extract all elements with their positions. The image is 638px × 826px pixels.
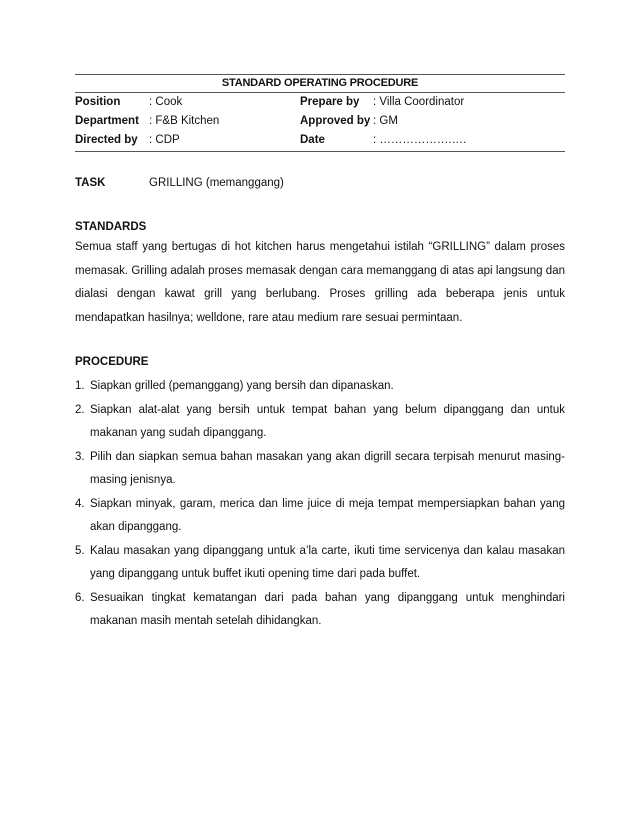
date-label: Date bbox=[300, 134, 325, 146]
step-text: Siapkan alat-alat yang bersih untuk tempat bahan yang belum dipanggang dan untuk makanan yang sudah dipanggang. bbox=[90, 403, 565, 439]
prepare-by-value: : Villa Coordinator bbox=[373, 96, 465, 108]
step-number: 6. bbox=[75, 591, 85, 604]
step-text: Kalau masakan yang dipanggang untuk a’la carte, ikuti time servicenya dan kalau masakan yang dipanggang untuk buffet ikuti opening time dari pada buffet. bbox=[90, 544, 565, 580]
procedure-step bbox=[75, 446, 565, 493]
task-value: GRILLING (memanggang) bbox=[149, 177, 284, 189]
title-rule bbox=[75, 92, 565, 93]
top-rule bbox=[75, 74, 565, 75]
approved-by-label: Approved by bbox=[300, 115, 371, 127]
directed-by-value: : CDP bbox=[149, 134, 180, 146]
procedure-step bbox=[75, 493, 565, 540]
position-label: Position bbox=[75, 96, 121, 108]
approved-by-value: : GM bbox=[373, 115, 398, 127]
step-number: 2. bbox=[75, 403, 85, 416]
procedure-step bbox=[75, 399, 565, 446]
step-text: Pilih dan siapkan semua bahan masakan yang akan digrill secara terpisah menurut masing-masing jenisnya. bbox=[90, 450, 565, 486]
department-value: : F&B Kitchen bbox=[149, 115, 220, 127]
procedure-step bbox=[75, 540, 565, 587]
step-text: Siapkan grilled (pemanggang) yang bersih dan dipanaskan. bbox=[90, 380, 394, 392]
task-label: TASK bbox=[75, 177, 106, 189]
procedure-step bbox=[75, 587, 565, 634]
step-number: 1. bbox=[75, 380, 85, 392]
procedure-heading: PROCEDURE bbox=[75, 356, 149, 368]
procedure-step bbox=[75, 375, 565, 399]
standards-heading: STANDARDS bbox=[75, 221, 147, 233]
header-bottom-rule bbox=[75, 151, 565, 152]
directed-by-label: Directed by bbox=[75, 134, 138, 146]
procedure-list bbox=[75, 375, 565, 634]
date-value: : ……………….…. bbox=[373, 134, 467, 146]
step-text: Siapkan minyak, garam, merica dan lime juice di meja tempat mempersiapkan bahan yang akan dipanggang. bbox=[90, 497, 565, 533]
step-number: 5. bbox=[75, 544, 85, 557]
step-text: Sesuaikan tingkat kematangan dari pada bahan yang dipanggang untuk menghindari makanan masih mentah setelah dihidangkan. bbox=[90, 591, 565, 627]
document-title: STANDARD OPERATING PROCEDURE bbox=[221, 77, 419, 89]
step-number: 3. bbox=[75, 450, 85, 463]
prepare-by-label: Prepare by bbox=[300, 96, 360, 108]
position-value: : Cook bbox=[149, 96, 183, 108]
department-label: Department bbox=[75, 115, 139, 127]
step-number: 4. bbox=[75, 497, 85, 510]
standards-text: Semua staff yang bertugas di hot kitchen harus mengetahui istilah “GRILLING” dalam proses memasak. Grilling adalah proses memasak dengan cara memanggang di atas api langsung dan dialasi dengan kawat grill yang berlubang. Proses grilling ada beberapa jenis untuk mendapatkan hasilnya; welldone, rare atau medium rare sesuai permintaan. bbox=[75, 241, 565, 324]
